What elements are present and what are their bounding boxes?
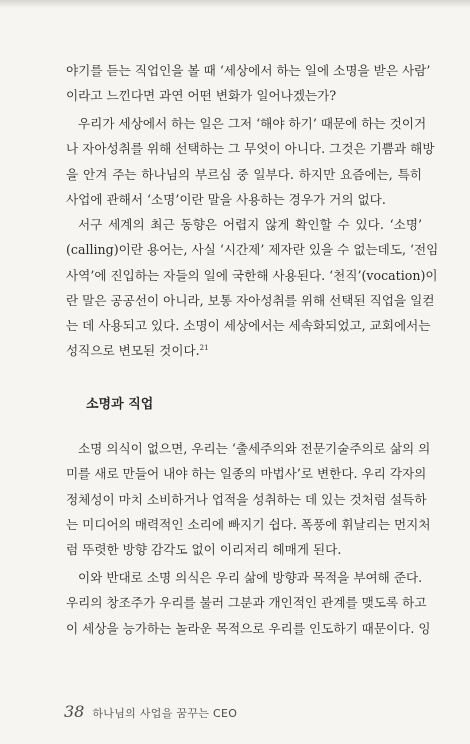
text-line: 이라고 느낀다면 과연 어떤 변화가 일어나겠는가? bbox=[66, 88, 337, 104]
text-line: 미를 새로 만들어 내야 하는 일종의 마법사’로 변한다. 우리 각자의 bbox=[66, 466, 427, 482]
text-line: 우리가 세상에서 하는 일은 그저 ‘해야 하기’ 때문에 하는 것이거 bbox=[78, 116, 427, 131]
text-line: 이와 반대로 소명 의식은 우리 삶에 방향과 목적을 부여해 준다. bbox=[78, 570, 423, 585]
text-line: 을 안겨 주는 하나님의 부르심 중 일부다. 하지만 요즘에는, 특히 bbox=[66, 166, 422, 182]
paragraph-1 bbox=[66, 58, 431, 109]
text-line: 우리의 창조주가 우리를 불러 그분과 개인적인 관계를 맺도록 하고 bbox=[66, 595, 427, 611]
text-line: 는 데 사용되고 있다. 소명이 세상에서는 세속화되었고, 교회에서는 bbox=[66, 318, 431, 334]
text-line: 나 자아성취를 위해 선택하는 그 무엇이 아니다. 그것은 기쁨과 해방 bbox=[66, 141, 435, 157]
text-line bbox=[66, 338, 422, 363]
section-heading: 소명과 직업 bbox=[86, 397, 154, 412]
running-title: 하나님의 사업을 꿈꾸는 CEO bbox=[92, 707, 238, 720]
text-line: 정체성이 마치 소비하거나 업적을 성취하는 데 있는 것처럼 설득하 bbox=[66, 491, 427, 507]
text-line: 소명 의식이 없으면, 우리는 ‘출세주의와 전문기술주의로 삶의 의 bbox=[78, 441, 431, 456]
text-line: 란 말은 공공선이 아니라, 보통 자아성취를 위해 선택된 직업을 일컫 bbox=[66, 292, 435, 308]
text-line: 사업에 관해서 ‘소명’이란 말을 사용하는 경우가 거의 없다. bbox=[66, 191, 386, 207]
page-footer bbox=[64, 702, 237, 721]
footnote-marker: 21 bbox=[199, 344, 209, 353]
text-line: 사역’에 진입하는 자들의 일에 국한해 사용된다. ‘천직’(vocation)이 bbox=[66, 267, 438, 283]
text-line: 럼 뚜렷한 방향 감각도 없이 이리저리 헤매게 된다. bbox=[66, 542, 342, 558]
paragraph-5 bbox=[66, 565, 431, 641]
paragraph-3 bbox=[66, 212, 439, 364]
text-line-content: 성직으로 변모된 것이다. bbox=[66, 343, 200, 359]
text-line: 야기를 듣는 직업인을 볼 때 ‘세상에서 하는 일에 소명을 받은 사람’ bbox=[66, 63, 431, 78]
text-line: 서구 세계의 최근 동향은 어렵지 않게 확인할 수 있다. ‘소명’ bbox=[78, 217, 422, 232]
paragraph-4 bbox=[66, 436, 431, 562]
text-line: 이 세상을 능가하는 놀라운 목적으로 우리를 인도하기 때문이다. 잉 bbox=[66, 620, 431, 636]
text-line: 는 미디어의 매력적인 소리에 빠지기 쉽다. 폭풍에 휘날리는 먼지처 bbox=[66, 516, 431, 532]
paragraph-2 bbox=[66, 111, 435, 212]
page-number: 38 bbox=[64, 702, 85, 721]
text-line: (calling)이란 용어는, 사실 ‘시간제’ 제자란 있을 수 없는데도, ‘전임 bbox=[66, 242, 439, 258]
